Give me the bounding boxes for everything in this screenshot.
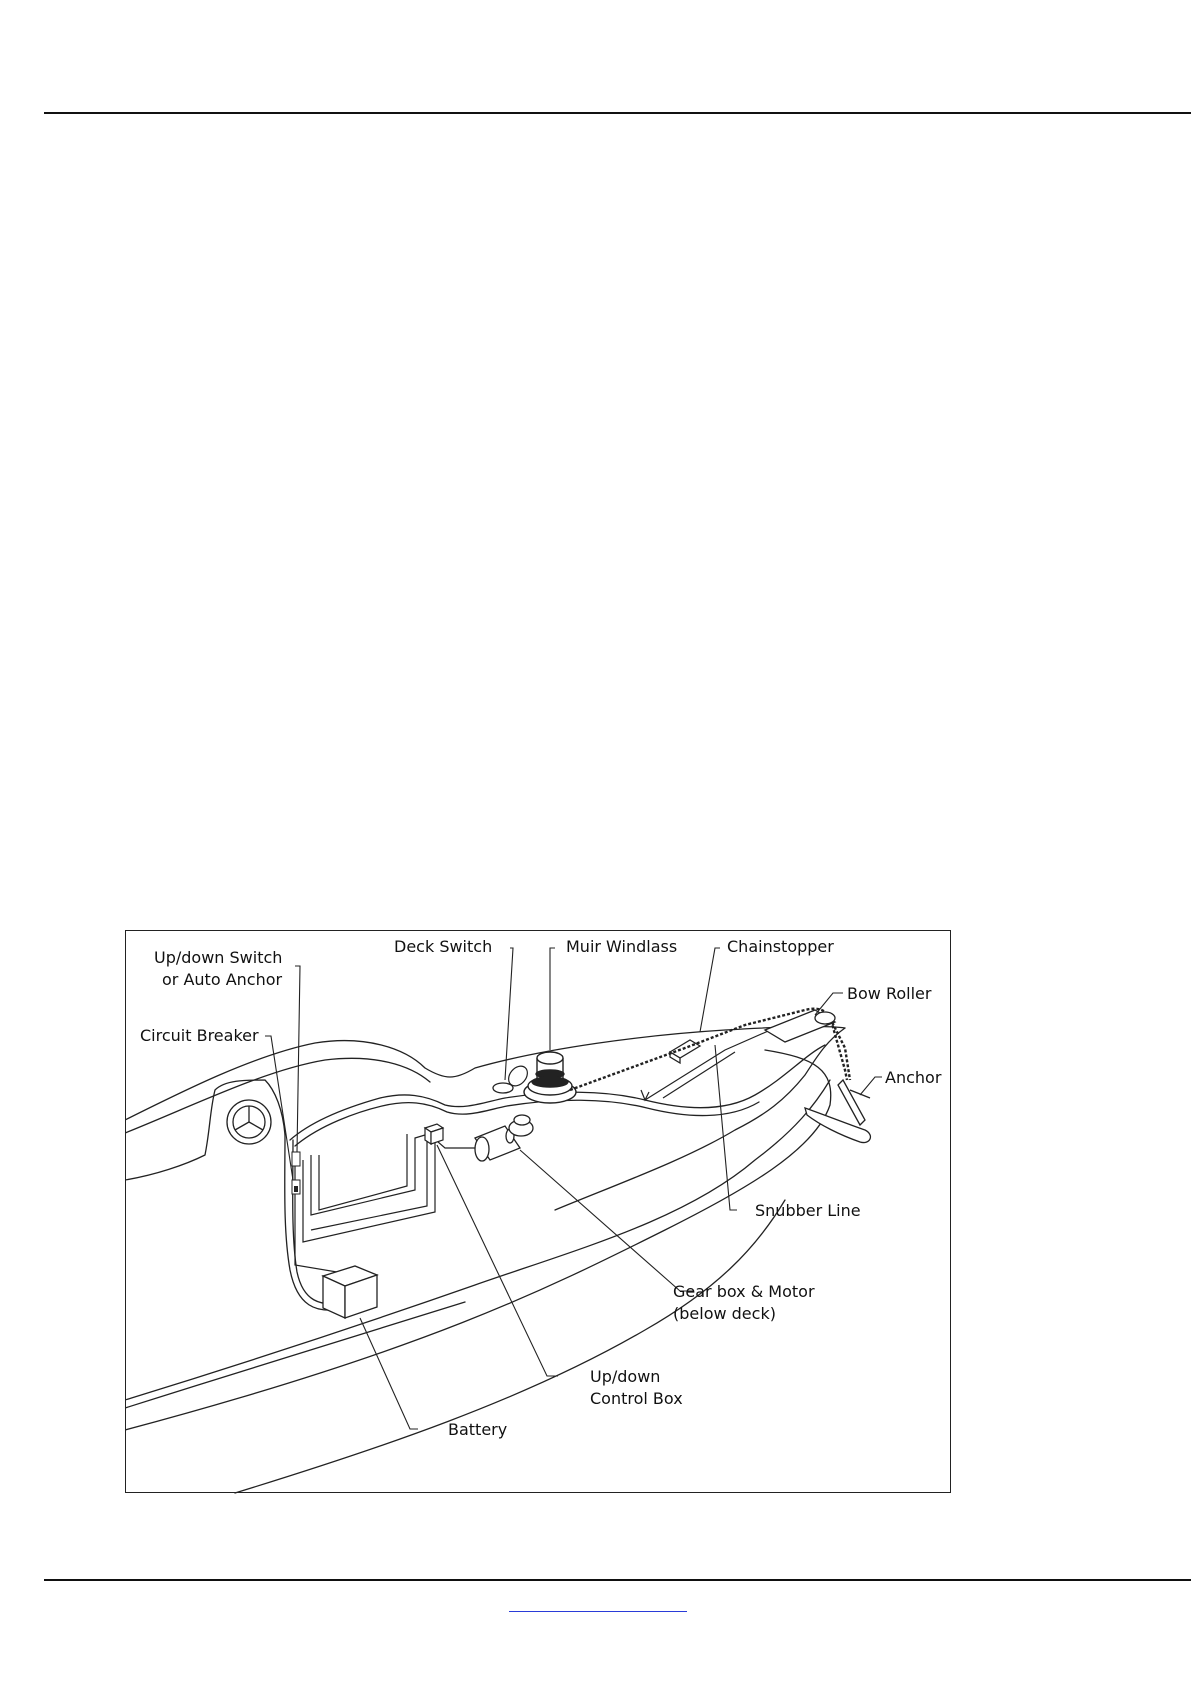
label-below-deck: (below deck) — [673, 1304, 776, 1323]
bow-roller-icon — [765, 1010, 835, 1042]
wiring-harness-a — [295, 1160, 355, 1275]
hull-lower-line — [125, 1080, 830, 1400]
label-control-box: Control Box — [590, 1389, 683, 1408]
label-chainstopper: Chainstopper — [727, 937, 834, 956]
steering-wheel-icon — [227, 1100, 271, 1144]
wiring-harness-b — [311, 1135, 425, 1215]
label-muir-windlass: Muir Windlass — [566, 937, 678, 956]
label-snubber-line: Snubber Line — [755, 1201, 861, 1220]
footer-link-underline — [509, 1611, 687, 1612]
wiring-harness-c — [319, 1134, 407, 1210]
label-deck-switch: Deck Switch — [394, 937, 493, 956]
hull-chine — [125, 1302, 465, 1408]
windlass-icon — [524, 1052, 576, 1103]
label-anchor: Anchor — [885, 1068, 942, 1087]
label-battery: Battery — [448, 1420, 508, 1439]
battery-icon — [323, 1266, 377, 1318]
snubber-line — [645, 1028, 775, 1100]
label-auto-anchor: or Auto Anchor — [162, 970, 283, 989]
label-updown-control: Up/down — [590, 1367, 661, 1386]
footer-rule — [44, 1579, 1191, 1581]
label-circuit-breaker: Circuit Breaker — [140, 1026, 259, 1045]
windlass-installation-diagram — [125, 930, 952, 1494]
label-bow-roller: Bow Roller — [847, 984, 932, 1003]
hull-waterline — [235, 1200, 785, 1493]
hull-sheer-inner — [125, 1058, 430, 1133]
label-gearbox-motor: Gear box & Motor — [673, 1282, 815, 1301]
control-box-icon — [425, 1124, 443, 1144]
wiring-harness-e — [311, 1130, 427, 1230]
deck-switch-icon — [493, 1083, 513, 1093]
anchor-icon — [805, 1080, 870, 1143]
bow-underside — [125, 1050, 831, 1430]
footer-link[interactable] — [509, 1596, 687, 1612]
updown-switch-box — [292, 1152, 300, 1166]
header-rule — [44, 112, 1191, 114]
cabin-bulkhead — [125, 1080, 285, 1180]
label-updown-switch: Up/down Switch — [154, 948, 283, 967]
